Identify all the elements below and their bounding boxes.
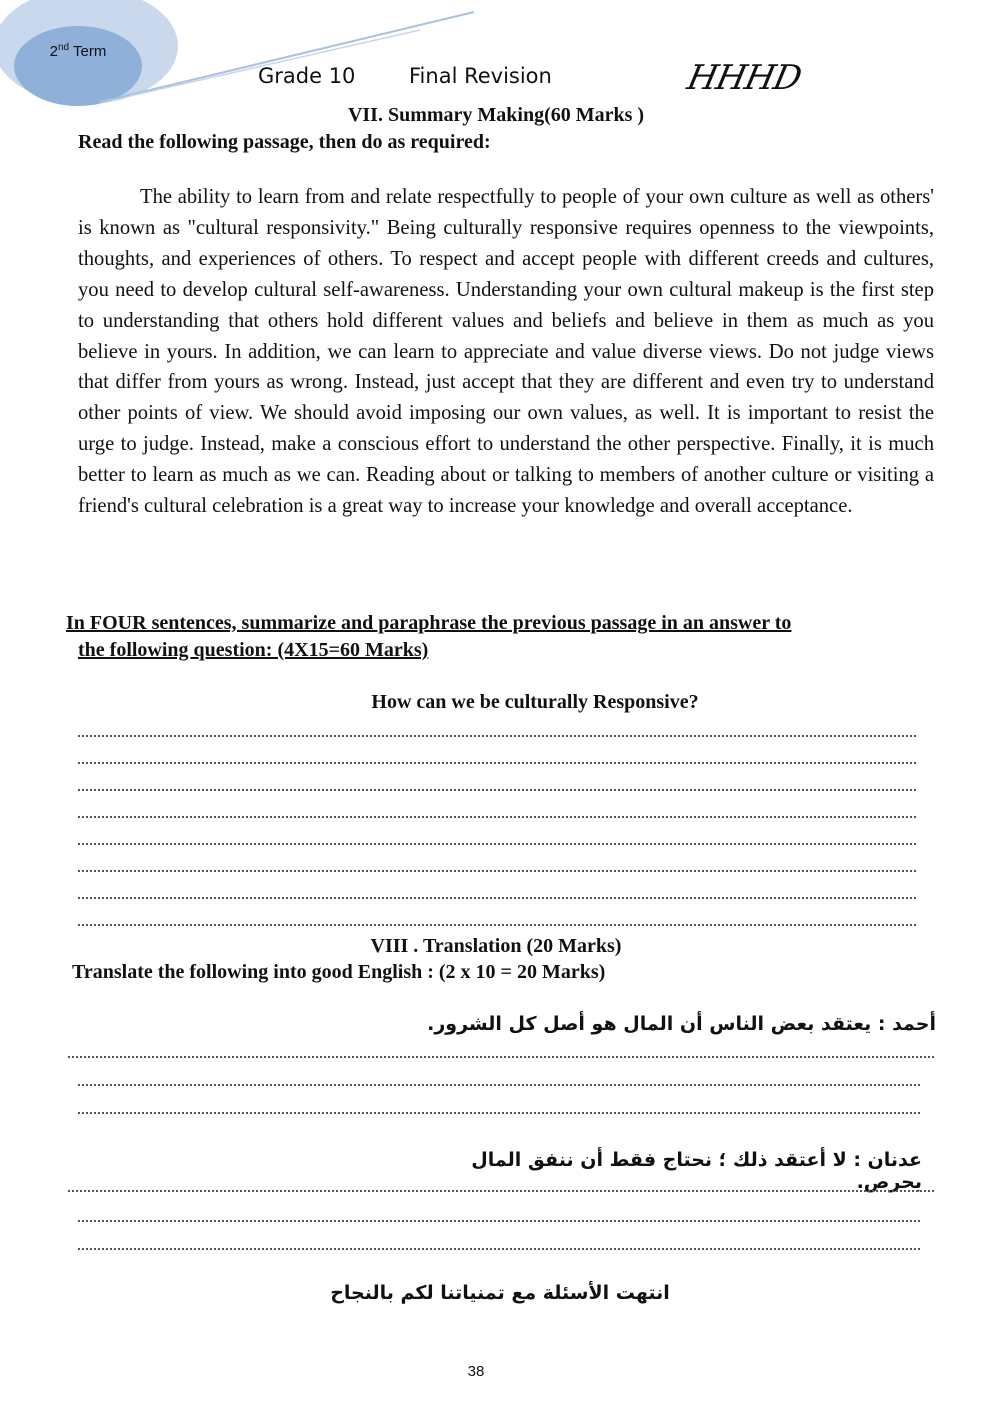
summary-task-line-1: In FOUR sentences, summarize and paraphrase the previous passage in an answer to [66, 612, 792, 634]
summary-task [66, 610, 914, 664]
term-number: 2 [49, 43, 58, 60]
translation-section-title: VIII . Translation (20 Marks) [370, 935, 622, 957]
summary-instruction: Read the following passage, then do as required: [78, 131, 491, 153]
answer-line[interactable] [78, 1112, 920, 1114]
answer-line[interactable] [78, 1220, 920, 1222]
grade-label: Grade 10 [258, 64, 356, 88]
answer-line[interactable] [78, 735, 916, 737]
term-word: Term [73, 43, 107, 60]
page-number: 38 [467, 1363, 485, 1380]
answer-line[interactable] [78, 762, 916, 764]
answer-line[interactable] [78, 789, 916, 791]
closing-message: انتهت الأسئلة مع تمنياتنا لكم بالنجاح [330, 1282, 670, 1304]
answer-line[interactable] [78, 924, 916, 926]
summary-task-line-2: the following question: (4X15=60 Marks) [78, 639, 429, 661]
answer-line[interactable] [68, 1056, 934, 1058]
answer-line[interactable] [78, 816, 916, 818]
answer-line[interactable] [78, 897, 916, 899]
answer-line[interactable] [78, 1084, 920, 1086]
summary-section-title: VII. Summary Making(60 Marks ) [347, 104, 645, 126]
answer-line[interactable] [78, 870, 916, 872]
answer-line[interactable] [78, 1248, 920, 1250]
term-suffix: nd [57, 42, 70, 53]
revision-label: Final Revision [409, 64, 552, 88]
reading-passage: The ability to learn from and relate respectfully to people of your own culture as well as others' is known as "cultural responsivity." Being culturally responsive requires openness to the viewpoints, thoughts, and experiences of others. To respect and accept people with different creeds and cultures, you need to develop cultural self-awareness. Understanding your own cultural makeup is the first step to understanding that others hold different values and beliefs and believe in them as much as you believe in yours. In addition, we can learn to appreciate and value diverse views. Do not judge views that differ from yours as wrong. Instead, just accept that they are different and even try to understand other points of view. We should avoid imposing our own values, as well. It is important to resist the urge to judge. Instead, make a conscious effort to understand the other perspective. Finally, it is much better to learn as much as we can. Reading about or talking to members of another culture or visiting a friend's cultural celebration is a great way to increase your knowledge and overall acceptance. [78, 186, 934, 518]
summary-question: How can we be culturally Responsive? [371, 691, 699, 713]
term-badge [18, 42, 138, 60]
translation-instruction: Translate the following into good English : (2 x 10 = 20 Marks) [72, 961, 606, 983]
arabic-sentence-1: أحمد : يعتقد بعض الناس أن المال هو أصل كل الشرور. [427, 1013, 936, 1035]
answer-line[interactable] [78, 843, 916, 845]
author-logo: HHHD [683, 58, 805, 98]
arabic-sentence-2: عدنان : لا أعتقد ذلك ؛ نحتاج فقط أن ننفق المال بحرص. [471, 1149, 922, 1193]
answer-line[interactable] [68, 1190, 934, 1192]
term-ellipse [14, 26, 142, 106]
